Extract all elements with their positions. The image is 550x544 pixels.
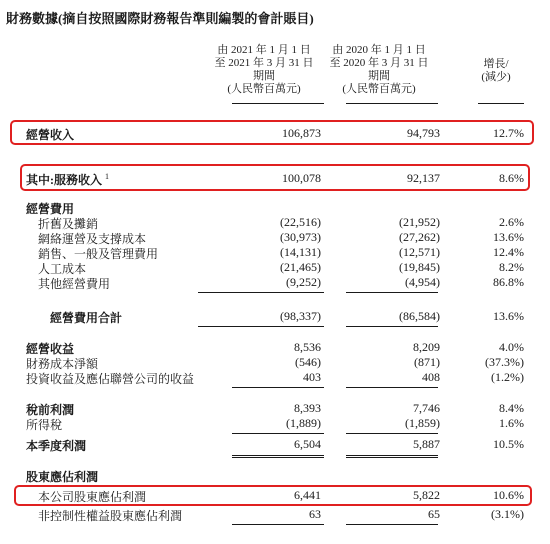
column-header-2020 [320, 44, 438, 96]
value-change: 8.6% [499, 171, 524, 185]
header-line: 期間 [253, 70, 275, 82]
value-2020: 8,209 [413, 340, 440, 354]
value-2021: (21,465) [280, 260, 321, 274]
value-2020: (86,584) [399, 309, 440, 323]
column-header-change [462, 58, 530, 84]
table-row [0, 401, 550, 417]
header-line: (人民幣百萬元) [227, 83, 301, 95]
section-heading: 股東應佔利潤 [26, 470, 99, 484]
value-change: (1.2%) [491, 370, 524, 384]
table-row [0, 488, 550, 504]
subtotal-rule [346, 387, 438, 388]
row-label: 本公司股東應佔利潤 [38, 490, 147, 504]
total-rule [346, 457, 438, 458]
total-rule [232, 455, 324, 456]
table-row [0, 370, 550, 386]
table-row [0, 126, 550, 142]
row-label: 銷售、一般及管理費用 [38, 247, 159, 261]
row-label: 其他經營費用 [38, 277, 111, 291]
header-line: 由 2021 年 1 月 1 日 [217, 44, 311, 56]
value-2020: (1,859) [405, 416, 440, 430]
table-row [0, 171, 550, 187]
value-2021: (546) [295, 355, 321, 369]
section-heading-row [0, 200, 550, 216]
row-label: 本季度利潤 [26, 439, 87, 453]
value-change: 1.6% [499, 416, 524, 430]
header-line: 增長/ [483, 58, 509, 70]
subtotal-rule [346, 524, 438, 525]
row-label: 投資收益及應佔聯營公司的收益 [26, 372, 195, 386]
row-label: 經營收益 [26, 342, 75, 356]
value-2020: (12,571) [399, 245, 440, 259]
header-line: 期間 [368, 70, 390, 82]
value-change: 13.6% [493, 309, 524, 323]
table-row [0, 507, 550, 523]
header-line: 由 2020 年 1 月 1 日 [332, 44, 426, 56]
header-line: (人民幣百萬元) [342, 83, 416, 95]
value-change: 12.4% [493, 245, 524, 259]
table-row [0, 215, 550, 231]
table-row [0, 260, 550, 276]
table-row [0, 275, 550, 291]
row-label [26, 171, 109, 188]
value-2020: 92,137 [407, 171, 440, 185]
subtotal-rule [198, 292, 324, 293]
header-line: 至 2020 年 3 月 31 日 [329, 57, 429, 69]
value-2020: 94,793 [407, 126, 440, 140]
table-row [0, 309, 550, 325]
value-2020: 408 [422, 370, 440, 384]
value-change: 4.0% [499, 340, 524, 354]
column-header-2021 [205, 44, 323, 96]
value-2021: (9,252) [286, 275, 321, 289]
subtotal-rule [346, 433, 438, 434]
value-2021: (1,889) [286, 416, 321, 430]
value-change: 12.7% [493, 126, 524, 140]
row-label: 人工成本 [38, 262, 87, 276]
total-rule [232, 457, 324, 458]
value-change: 10.6% [493, 488, 524, 502]
row-label: 經營費用合計 [50, 311, 123, 325]
subtotal-rule [346, 292, 438, 293]
value-change: (3.1%) [491, 507, 524, 521]
table-row [0, 230, 550, 246]
value-2021: (22,516) [280, 215, 321, 229]
value-2021: 6,441 [294, 488, 321, 502]
value-2021: 6,504 [294, 437, 321, 451]
value-2021: 8,393 [294, 401, 321, 415]
value-2021: (30,973) [280, 230, 321, 244]
value-2021: 403 [303, 370, 321, 384]
value-2021: (98,337) [280, 309, 321, 323]
footnote-marker: 1 [105, 172, 109, 181]
header-line: (減少) [481, 71, 511, 83]
header-underline [346, 103, 438, 104]
value-2020: (871) [414, 355, 440, 369]
value-2020: (4,954) [405, 275, 440, 289]
subtotal-rule [232, 433, 324, 434]
table-row [0, 355, 550, 371]
header-underline [478, 103, 524, 104]
value-change: 86.8% [493, 275, 524, 289]
value-2021: 63 [309, 507, 321, 521]
subtotal-rule [232, 387, 324, 388]
value-2020: (19,845) [399, 260, 440, 274]
subtotal-rule [232, 524, 324, 525]
table-row [0, 437, 550, 453]
row-label: 財務成本淨額 [26, 357, 99, 371]
row-label: 稅前利潤 [26, 403, 75, 417]
row-label: 折舊及攤銷 [38, 217, 99, 231]
row-label: 網絡運營及支撐成本 [38, 232, 147, 246]
value-2021: (14,131) [280, 245, 321, 259]
page-title: 財務數據(摘自按照國際財務報告準則編製的會計賬目) [6, 11, 314, 26]
value-2020: 65 [428, 507, 440, 521]
total-rule [346, 455, 438, 456]
value-2020: 7,746 [413, 401, 440, 415]
value-2020: 5,822 [413, 488, 440, 502]
value-change: 13.6% [493, 230, 524, 244]
section-heading: 經營費用 [26, 202, 75, 216]
total-rule [346, 326, 438, 327]
row-label-text: 其中:服務收入 [26, 173, 102, 187]
value-change: 8.4% [499, 401, 524, 415]
value-2020: (21,952) [399, 215, 440, 229]
total-rule [198, 326, 324, 327]
value-2021: 8,536 [294, 340, 321, 354]
table-row [0, 245, 550, 261]
table-row [0, 416, 550, 432]
header-underline [232, 103, 324, 104]
value-change: 2.6% [499, 215, 524, 229]
section-heading-row [0, 468, 550, 484]
value-2020: (27,262) [399, 230, 440, 244]
value-change: 10.5% [493, 437, 524, 451]
row-label: 所得稅 [26, 418, 63, 432]
table-row [0, 340, 550, 356]
header-line: 至 2021 年 3 月 31 日 [214, 57, 314, 69]
row-label: 非控制性權益股東應佔利潤 [38, 509, 183, 523]
value-2021: 100,078 [282, 171, 321, 185]
value-change: (37.3%) [485, 355, 524, 369]
value-2021: 106,873 [282, 126, 321, 140]
row-label: 經營收入 [26, 128, 75, 142]
value-change: 8.2% [499, 260, 524, 274]
value-2020: 5,887 [413, 437, 440, 451]
